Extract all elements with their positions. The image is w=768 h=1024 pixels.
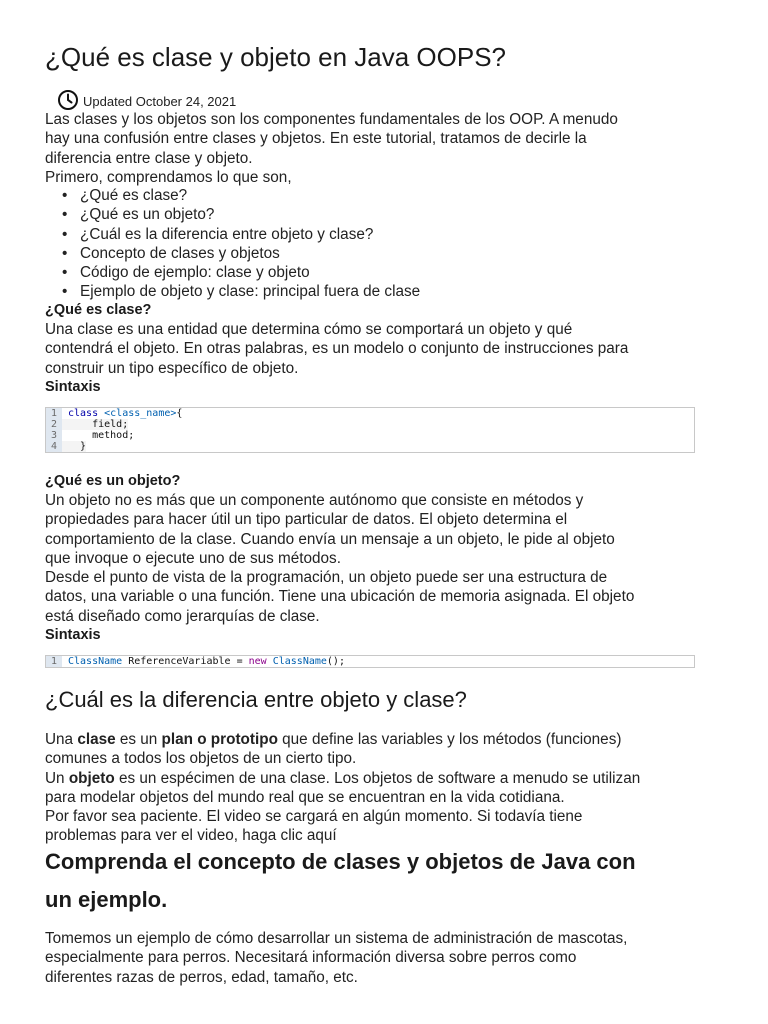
class-line: contendrá el objeto. En otras palabras, es un modelo o conjunto de instrucciones para: [45, 340, 629, 358]
line-number: 1: [46, 656, 62, 667]
text-span: es un: [115, 731, 162, 748]
text-span: Un: [45, 769, 69, 787]
code-keyword: new: [248, 656, 267, 667]
object-paragraph: [45, 491, 745, 626]
class-code-block: [45, 407, 695, 453]
object-line: datos, una variable o una función. Tiene una ubicación de memoria asignada. El objeto: [45, 588, 635, 606]
diff-line: [45, 730, 745, 749]
bold-objeto: objeto: [68, 769, 115, 787]
object-line: comportamiento de la clase. Cuando envía un mensaje a un objeto, le pide al objeto: [45, 530, 615, 548]
object-code-block: [45, 655, 695, 668]
line-number: 2: [46, 419, 62, 430]
code-class-name: ClassName: [272, 656, 327, 667]
intro-line: diferencia entre clase y objeto.: [45, 149, 253, 167]
toc-item[interactable]: • Ejemplo de objeto y clase: principal fuera de clase: [62, 282, 420, 301]
diff-line: comunes a todos los objetos de un cierto tipo.: [45, 750, 357, 768]
code-end: ();: [326, 656, 345, 667]
diff-heading: ¿Cuál es la diferencia entre objeto y clase?: [45, 687, 467, 712]
concept-paragraph: [45, 929, 745, 987]
diff-line: [45, 769, 745, 788]
intro-line: hay una confusión entre clases y objetos. En este tutorial, tratamos de decirle la: [45, 130, 587, 148]
class-syntax-label: Sintaxis: [45, 379, 101, 395]
code-class-name: ClassName: [68, 656, 123, 667]
concept-line: Tomemos un ejemplo de cómo desarrollar un sistema de administración de mascotas,: [45, 930, 628, 947]
bold-plan: plan o prototipo: [161, 731, 278, 748]
class-heading: ¿Qué es clase?: [45, 302, 152, 318]
page-title: ¿Qué es clase y objeto en Java OOPS?: [45, 42, 507, 72]
concept-heading-line1: Comprenda el concepto de clases y objetos de Java con: [45, 849, 636, 874]
class-paragraph: [45, 320, 745, 378]
concept-line: especialmente para perros. Necesitará información diversa sobre perros como: [45, 949, 577, 967]
diff-line: para modelar objetos del mundo real que se encuentran en la vida cotidiana.: [45, 788, 565, 806]
video-link-line[interactable]: problemas para ver el video, haga clic aquí: [45, 827, 337, 845]
concept-heading-line2: un ejemplo.: [45, 887, 168, 912]
object-syntax-label: Sintaxis: [45, 627, 101, 643]
line-number: 3: [46, 430, 62, 441]
object-line: Un objeto no es más que un componente autónomo que consiste en métodos y: [45, 492, 584, 509]
intro-paragraph: [45, 110, 745, 187]
class-line: construir un tipo específico de objeto.: [45, 359, 299, 377]
toc-item[interactable]: • Concepto de clases y objetos: [62, 244, 420, 263]
text-span: es un espécimen de una clase. Los objetos de software a menudo se utilizan: [114, 769, 641, 787]
toc-item[interactable]: • ¿Qué es clase?: [62, 186, 420, 205]
diff-paragraph: [45, 730, 745, 846]
toc-item[interactable]: • ¿Cuál es la diferencia entre objeto y clase?: [62, 225, 420, 244]
object-line: está diseñado como jerarquías de clase.: [45, 607, 320, 625]
table-of-contents: [62, 186, 420, 302]
object-line: que invoque o ejecute uno de sus métodos.: [45, 549, 341, 567]
code-field: field;: [92, 419, 129, 430]
code-brace: {: [176, 408, 183, 419]
line-number: 1: [46, 408, 62, 419]
code-method: method;: [92, 430, 135, 441]
intro-line: Primero, comprendamos lo que son,: [45, 168, 292, 186]
code-class-name: <class_name>: [104, 408, 177, 419]
concept-line: diferentes razas de perros, edad, tamaño, etc.: [45, 968, 358, 986]
updated-text: Updated October 24, 2021: [83, 94, 237, 109]
intro-line: Las clases y los objetos son los componentes fundamentales de los OOP. A menudo: [45, 111, 618, 128]
object-line: Desde el punto de vista de la programación, un objeto puede ser una estructura de: [45, 569, 608, 587]
toc-item[interactable]: • Código de ejemplo: clase y objeto: [62, 263, 420, 282]
bold-clase: clase: [77, 731, 116, 748]
code-brace: }: [80, 441, 87, 452]
diff-line: Por favor sea paciente. El video se cargará en algún momento. Si todavía tiene: [45, 808, 583, 826]
text-span: que define las variables y los métodos (funciones): [277, 731, 622, 748]
object-heading: ¿Qué es un objeto?: [45, 473, 181, 489]
code-ref-var: ReferenceVariable =: [122, 656, 249, 667]
line-number: 4: [46, 441, 62, 452]
toc-item[interactable]: • ¿Qué es un objeto?: [62, 205, 420, 224]
object-line: propiedades para hacer útil un tipo particular de datos. El objeto determina el: [45, 511, 568, 529]
text-span: Una: [45, 731, 78, 748]
code-keyword: class: [68, 408, 99, 419]
class-line: Una clase es una entidad que determina cómo se comportará un objeto y qué: [45, 321, 573, 338]
